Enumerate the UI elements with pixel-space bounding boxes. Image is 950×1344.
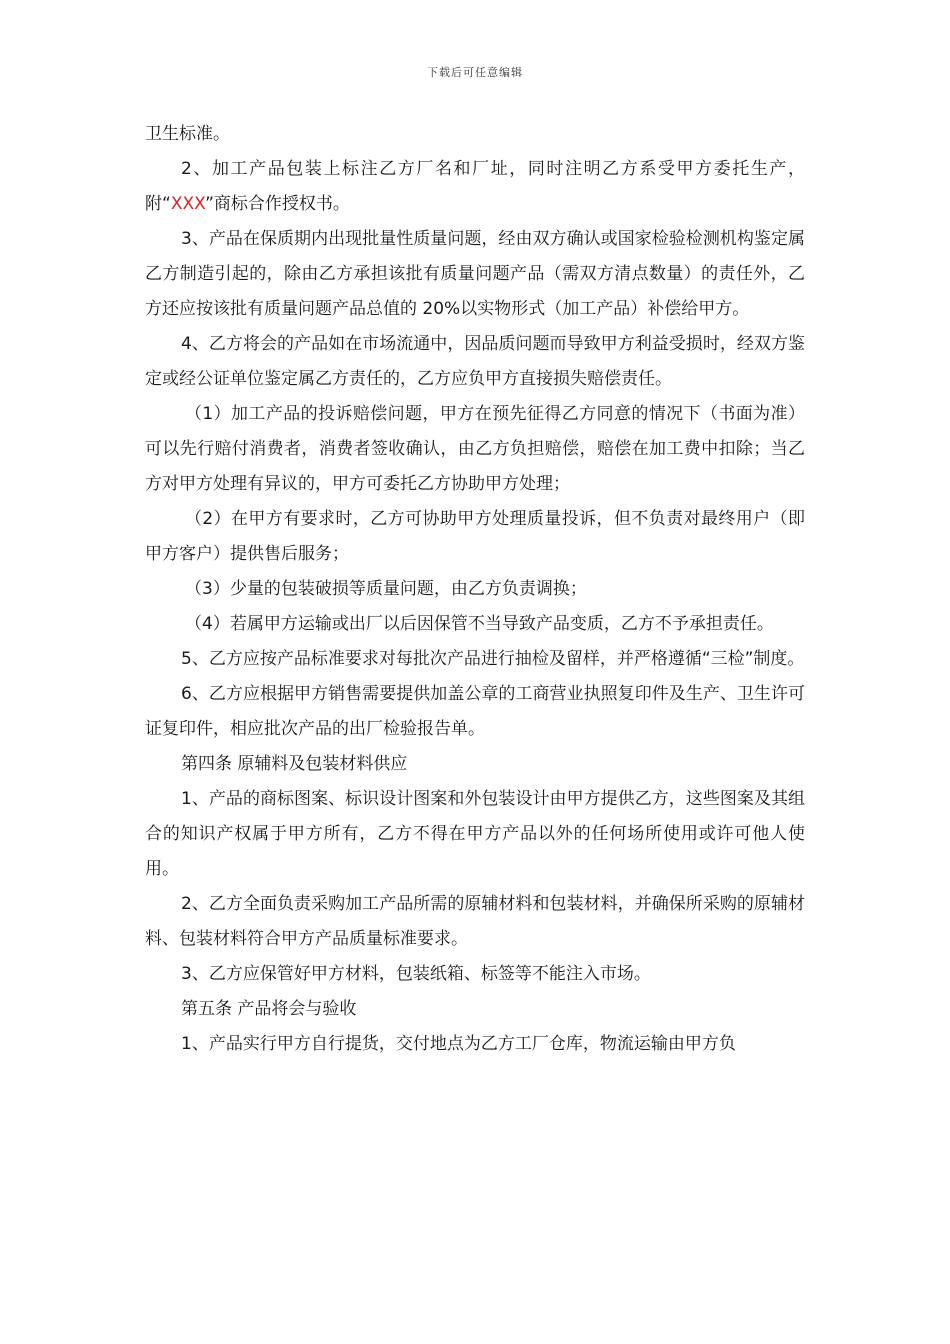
paragraph-clause-4-3: （3）少量的包装破损等质量问题，由乙方负责调换； <box>185 579 587 599</box>
article-5-heading: 第五条 产品将会与验收 <box>181 999 357 1019</box>
paragraph-clause-4-4: （4）若属甲方运输或出厂以后因保管不当导致产品变质，乙方不予承担责任。 <box>185 614 774 634</box>
paragraph-article-5-1: 1、产品实行甲方自行提货，交付地点为乙方工厂仓库，物流运输由甲方负 <box>181 1034 736 1054</box>
paragraph-clause-5: 5、乙方应按产品标准要求对每批次产品进行抽检及留样，并严格遵循“三检”制度。 <box>181 649 805 669</box>
paragraph-article-4-3: 3、乙方应保管好甲方材料，包装纸箱、标签等不能注入市场。 <box>181 964 651 984</box>
clause-2-text-end: ”商标合作授权书。 <box>205 194 350 214</box>
paragraph-hygiene-standard: 卫生标准。 <box>145 124 230 144</box>
paragraph-clause-4: 4、乙方将会的产品如在市场流通中，因品质问题而导致甲方利益受损时，经双方鉴定或经公证单位鉴定属乙方责任的，乙方应负甲方直接损失赔偿责任。 <box>145 334 805 389</box>
paragraph-clause-2 <box>145 152 805 222</box>
paragraph-article-4-1: 1、产品的商标图案、标识设计图案和外包装设计由甲方提供乙方，这些图案及其组合的知识产权属于甲方所有，乙方不得在甲方产品以外的任何场所使用或许可他人使用。 <box>145 789 805 879</box>
document-body <box>145 117 805 1062</box>
paragraph-clause-4-1: （1）加工产品的投诉赔偿问题，甲方在预先征得乙方同意的情况下（书面为准）可以先行赔付消费者，消费者签收确认，由乙方负担赔偿，赔偿在加工费中扣除；当乙方对甲方处理有异议的，甲方可委托乙方协助甲方处理； <box>145 404 805 494</box>
clause-2-text: 2、加工产品包装上标注乙方厂名和厂址，同时注明乙方系受甲方委托生产，附“ <box>145 159 805 214</box>
paragraph-clause-4-2: （2）在甲方有要求时，乙方可协助甲方处理质量投诉，但不负责对最终用户（即甲方客户）提供售后服务； <box>145 509 805 564</box>
page-header: 下载后可任意编辑 <box>427 66 523 79</box>
paragraph-clause-6: 6、乙方应根据甲方销售需要提供加盖公章的工商营业执照复印件及生产、卫生许可证复印件，相应批次产品的出厂检验报告单。 <box>145 684 805 739</box>
paragraph-clause-3: 3、产品在保质期内出现批量性质量问题，经由双方确认或国家检验检测机构鉴定属乙方制造引起的，除由乙方承担该批有质量问题产品（需双方清点数量）的责任外，乙方还应按该批有质量问题产品总值的 20%以实物形式（加工产品）补偿给甲方。 <box>145 229 805 319</box>
brand-placeholder: XXX <box>170 194 206 214</box>
paragraph-article-4-2: 2、乙方全面负责采购加工产品所需的原辅材料和包装材料，并确保所采购的原辅材料、包装材料符合甲方产品质量标准要求。 <box>145 894 805 949</box>
article-4-heading: 第四条 原辅料及包装材料供应 <box>181 754 408 774</box>
